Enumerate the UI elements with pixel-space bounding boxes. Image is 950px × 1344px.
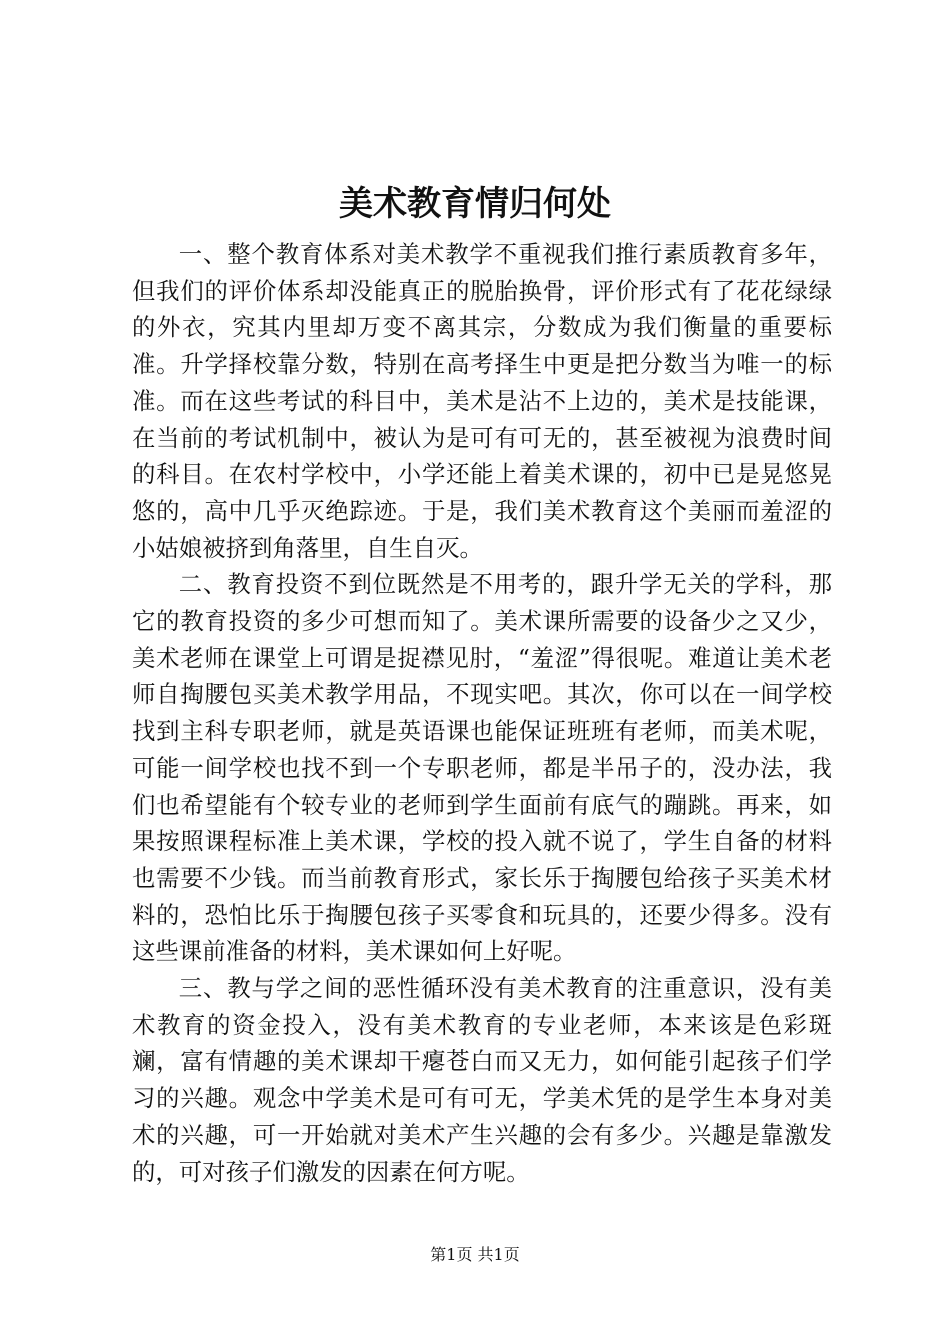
document-title: 美术教育情归何处: [339, 184, 611, 224]
paragraph-2: 二、教育投资不到位既然是不用考的，跟升学无关的学科，那它的教育投资的多少可想而知了。美术课所需要的设备少之又少，美术老师在课堂上可谓是捉襟见肘，“羞涩”得很呢。难道让美术老师自掏腰包买美术教学用品，不现实吧。其次，你可以在一间学校找到主科专职老师，就是英语课也能保证班班有老师，而美术呢，可能一间学校也找不到一个专职老师，都是半吊子的，没办法，我们也希望能有个较专业的老师到学生面前有底气的蹦跳。再来，如果按照课程标准上美术课，学校的投入就不说了，学生自备的材料也需要不少钱。而当前教育形式，家长乐于掏腰包给孩子买美术材料的，恐怕比乐于掏腰包孩子买零食和玩具的，还要少得多。没有这些课前准备的材料，美术课如何上好呢。: [132, 570, 832, 966]
paragraph-3: 三、教与学之间的恶性循环没有美术教育的注重意识，没有美术教育的资金投入，没有美术教育的专业老师，本来该是色彩斑斓，富有情趣的美术课却干瘪苍白而又无力，如何能引起孩子们学习的兴趣。观念中学美术是可有可无，学美术凭的是学生本身对美术的兴趣，可一开始就对美术产生兴趣的会有多少。兴趣是靠激发的，可对孩子们激发的因素在何方呢。: [132, 974, 832, 1186]
page-footer: 第1页 共1页: [430, 1245, 520, 1264]
document-body: [132, 236, 832, 1190]
paragraph-1: 一、整个教育体系对美术教学不重视我们推行素质教育多年，但我们的评价体系却没能真正的脱胎换骨，评价形式有了花花绿绿的外衣，究其内里却万变不离其宗，分数成为我们衡量的重要标准。升学择校靠分数，特别在高考择生中更是把分数当为唯一的标准。而在这些考试的科目中，美术是沾不上边的，美术是技能课，在当前的考试机制中，被认为是可有可无的，甚至被视为浪费时间的科目。在农村学校中，小学还能上着美术课的，初中已是晃悠晃悠的，高中几乎灭绝踪迹。于是，我们美术教育这个美丽而羞涩的小姑娘被挤到角落里，自生自灭。: [132, 240, 832, 562]
